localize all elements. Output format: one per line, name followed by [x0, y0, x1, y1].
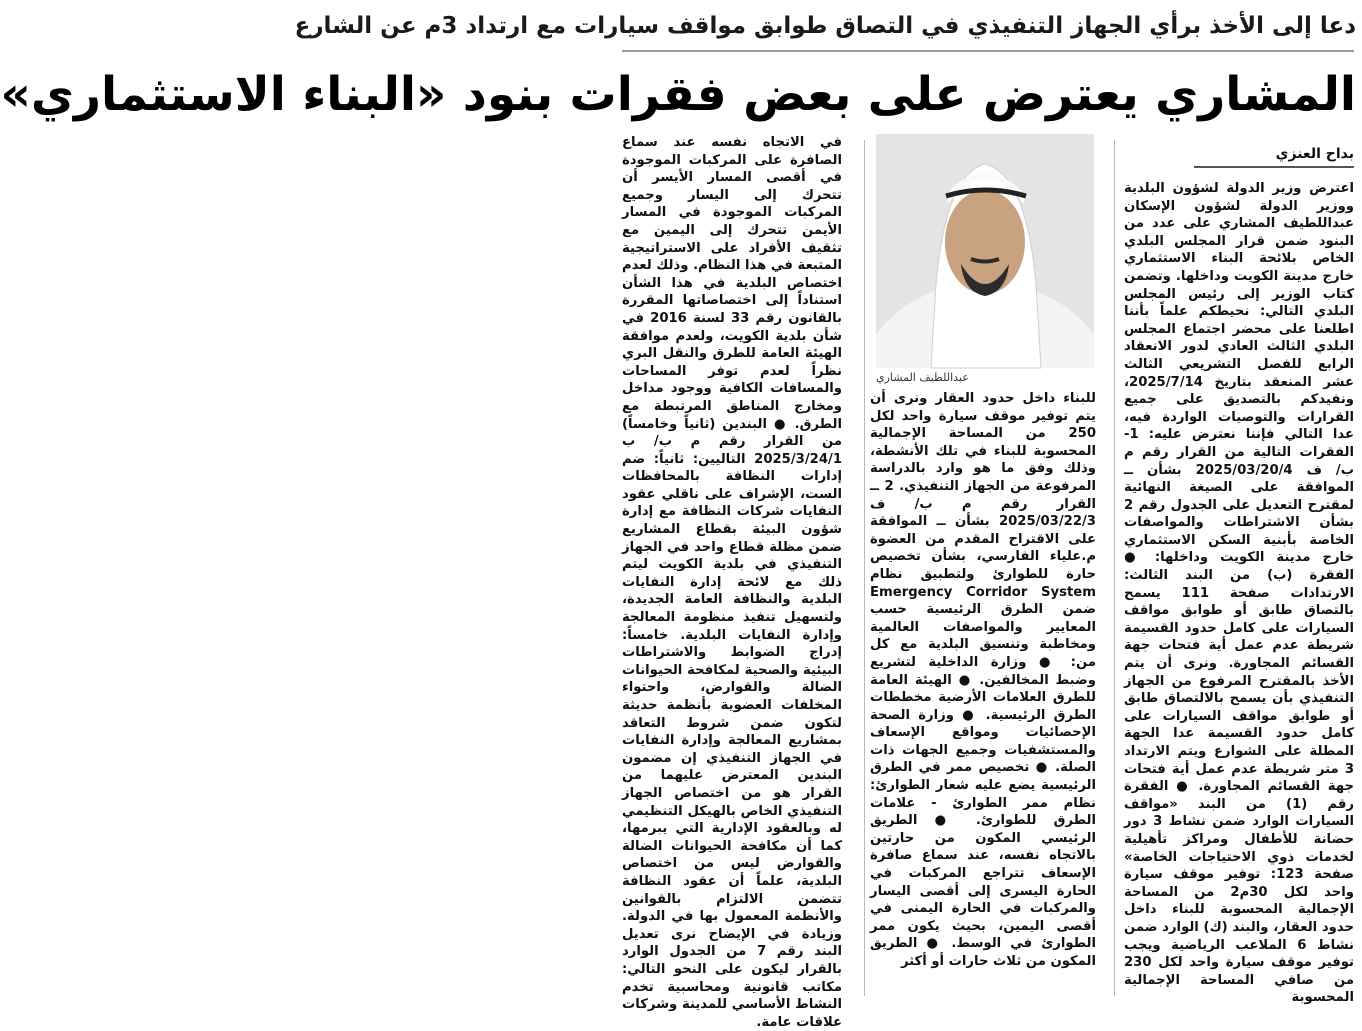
column-3-text: في الاتجاه نفسه عند سماع الصافرة على المركبات الموجودة في أقصى المسار الأيسر أن تتحرك إلى اليسار وجميع المركبات الموجودة في المسار الأيمن تتحرك إلى اليمين مع تثقيف الأفراد على الاستراتيجية المتبعة في هذا النظام. وذلك لعدم اختصاص البلدية في هذا الشأن استناداً إلى اختصاصاتها المقررة بالقانون رقم 33 لسنة 2016 في شأن بلدية الكويت، ولعدم موافقة الهيئة العامة للطرق والنقل البري نظراً لعدم توفر المساحات والمسافات الكافية ووجود مداخل ومخارج المناطق المرتبطة مع الطرق. ● البندين (ثانياً وخامساً) من القرار رقم م ب/ ب 2025/3/24/1 التاليين: ثانياً: ضم إدارات النظافة بالمحافظات الست، الإشراف على ناقلي عقود النفايات شركات النظافة مع إدارة شؤون البيئة بقطاع المشاريع ضمن مظلة قطاع واحد في الجهاز التنفيذي في بلدية الكويت ليتم ذلك مع لائحة إدارة النفايات البلدية والنظافة العامة الجديدة، ولتسهيل تنفيذ منظومة المعالجة وإدارة النفايات البلدية. خامساً: إدراج الضوابط والاشتراطات البيئية والصحية لمكافحة الحيوانات الضالة والقوارض، واحتواء المخلفات العضوية بأنظمة حديثة لتكون ضمن شروط التعاقد بمشاريع المعالجة وإدارة النفايات في الجهاز التنفيذي إن مضمون البندين المعترض عليهما من القرار هو من اختصاص الجهاز التنفيذي الخاص بالهيكل التنظيمي له وبالعقود الإدارية التي يبرمها، كما أن مكافحة الحيوانات الضالة والقوارض ليس من اختصاص البلدية، علماً أن عقود النظافة تتضمن الالتزام بالقوانين والأنظمة المعمول بها في الدولة. وزيادة في الإيضاح نرى تعديل البند رقم 7 من الجدول الوارد بالقرار ليكون على النحو التالي: مكاتب قانونية ومحاسبية تخدم النشاط الأساسي للمدينة وشركات علاقات عامة.	[622, 135, 843, 1030]
article-column-3	[622, 134, 843, 1030]
main-headline: المشاري يعترض على بعض فقرات بنود «البناء الاستثماري»	[0, 67, 1356, 122]
article-column-2	[870, 390, 1096, 998]
byline: بداح العنزي	[1194, 142, 1354, 168]
portrait-photo	[876, 134, 1094, 368]
photo-caption: عبداللطيف المشاري	[876, 371, 969, 384]
person-portrait-icon	[876, 134, 1094, 368]
column-divider	[864, 140, 865, 996]
column-1-text: اعترض وزير الدولة لشؤون البلدية ووزير الدولة لشؤون الإسكان عبداللطيف المشاري على عدد من البنود ضمن قرار المجلس البلدي الخاص بلائحة البناء الاستثماري خارج مدينة الكويت وداخلها. وتضمن كتاب الوزير إلى رئيس المجلس البلدي التالي: نحيطكم علماً بأننا اطلعنا على محضر اجتماع المجلس البلدي الثالث العادي لدور الانعقاد الرابع للفصل التشريعي الثالث عشر المنعقد بتاريخ 2025/7/14، ونفيدكم بالتصديق على جميع القرارات والتوصيات الواردة فيه، عدا التالي فإننا نعترض عليه: 1- الفقرات التالية من القرار رقم م ب/ ف 2025/03/20/4 بشأن ــ الموافقة على الصيغة النهائية لمقترح التعديل على الجدول رقم 2 بشأن الاشتراطات والمواصفات الخاصة بأبنية السكن الاستثماري خارج مدينة الكويت وداخلها: ● الفقرة (ب) من البند الثالث: الارتدادات صفحة 111 يسمح بالتصاق طابق أو طوابق مواقف السيارات على كامل حدود القسيمة شريطة عدم عمل أية فتحات جهة القسائم المجاورة. ونرى أن يتم الأخذ بالمقترح المرفوع من الجهاز التنفيذي بأن يسمح بالالتصاق طابق أو طوابق مواقف السيارات على كامل حدود القسيمة عدا الجهة المطلة على الشوارع ويتم الارتداد 3 متر شريطة عدم عمل أية فتحات جهة القسائم المجاورة. ● الفقرة رقم (1) من البند «مواقف السيارات الوارد ضمن نشاط 3 دور حضانة للأطفال ومراكز تأهيلية لخدمات ذوي الاحتياجات الخاصة» صفحة 123: توفير موقف سيارة واحد لكل 30م2 من المساحة الإجمالية المحسوبة للبناء داخل حدود العقار، والبند (ك) الوارد ضمن نشاط 6 الملاعب الرياضية ويجب توفير موقف سيارة واحد لكل 230 من صافي المساحة الإجمالية المحسوبة	[1124, 181, 1355, 1006]
column-divider	[1114, 140, 1115, 996]
column-2-text: للبناء داخل حدود العقار ونرى أن يتم توفير موقف سيارة واحد لكل 250 من المساحة الإجمالية المحسوبة للبناء في تلك الأنشطة، وذلك وفق ما هو وارد بالدراسة المرفوعة من الجهاز التنفيذي. 2 ــ القرار رقم م ب/ ف 2025/03/22/3 بشأن ــ الموافقة على الاقتراح المقدم من العضوة م.علياء الفارسي، بشأن تخصيص حارة للطوارئ ولتطبيق نظام Emergency Corridor System ضمن الطرق الرئيسية حسب المعايير والمواصفات العالمية ومخاطبة وتنسيق البلدية مع كل من: ● وزارة الداخلية لتشريع وضبط المخالفين. ● الهيئة العامة للطرق العلامات الأرضية مخططات الطرق الرئيسية. ● وزارة الصحة الإحصائيات ومواقع الإسعاف والمستشفيات وجميع الجهات ذات الصلة. ● تخصيص ممر في الطرق الرئيسية يضع عليه شعار الطوارئ: نظام ممر الطوارئ - علامات الطرق للطوارئ. ● الطريق الرئيسي المكون من حارتين بالاتجاه نفسه، عند سماع صافرة الإسعاف تتراجع المركبات في الحارة اليسرى إلى أقصى اليسار والمركبات في الحارة اليمنى في أقصى اليمين، بحيث يكون ممر الطوارئ في الوسط. ● الطريق المكون من ثلاث حارات أو أكثر	[870, 391, 1097, 969]
kicker-headline: دعا إلى الأخذ برأي الجهاز التنفيذي في التصاق طوابق مواقف سيارات مع ارتداد 3م عن الشارع	[294, 13, 1356, 39]
divider	[622, 50, 1354, 52]
article-column-1	[1124, 180, 1355, 1006]
